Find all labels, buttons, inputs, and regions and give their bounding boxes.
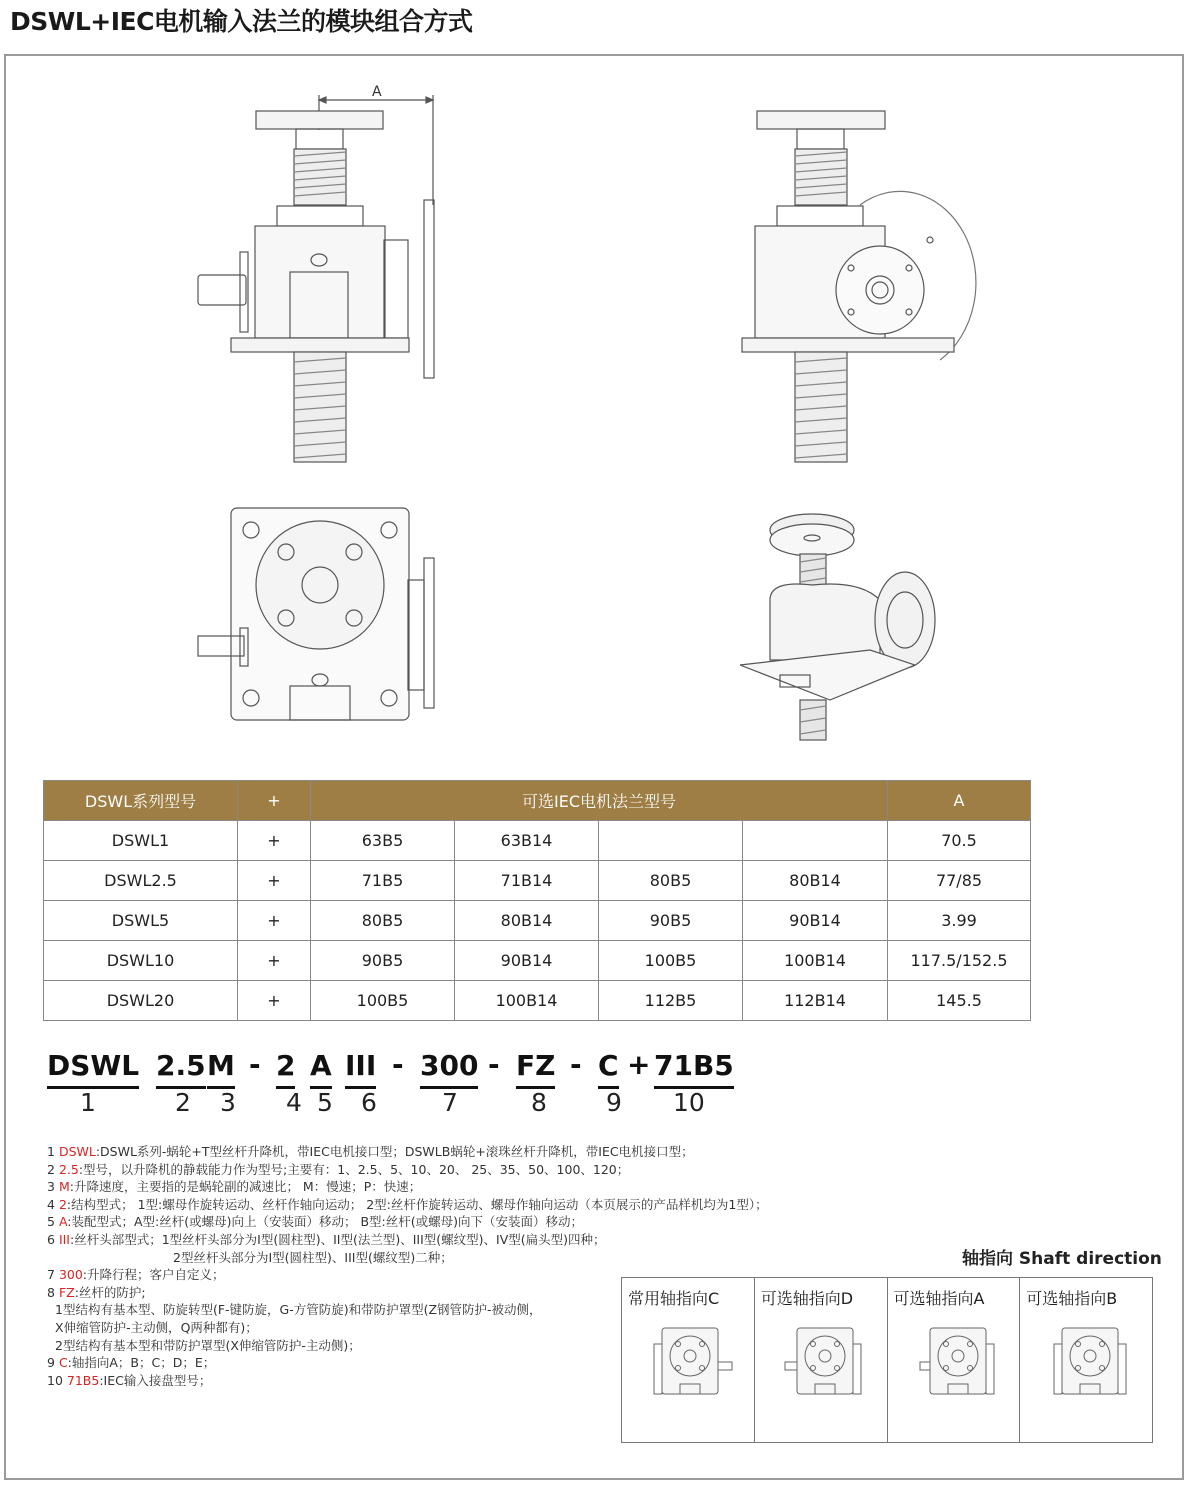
code-number: 9 bbox=[606, 1088, 622, 1117]
cell-flange: 90B14 bbox=[455, 941, 599, 981]
shaft-option-b bbox=[1020, 1278, 1152, 1442]
front-view-drawing bbox=[198, 84, 434, 462]
shaft-b-icon bbox=[1048, 1322, 1132, 1404]
cell-plus: + bbox=[238, 981, 311, 1021]
cell-a: 70.5 bbox=[888, 821, 1031, 861]
code-part-protection: FZ bbox=[516, 1048, 555, 1089]
cell-flange: 100B5 bbox=[311, 981, 455, 1021]
code-number: 5 bbox=[317, 1088, 333, 1117]
cell-model: DSWL20 bbox=[44, 981, 238, 1021]
note-line: 2型结构有基本型和带防护罩型(X伸缩管防护-主动侧)； bbox=[55, 1337, 361, 1353]
dimension-a-label: A bbox=[372, 84, 382, 100]
shaft-option-label: 可选轴指向D bbox=[760, 1289, 854, 1308]
code-number: 8 bbox=[531, 1088, 547, 1117]
cell-flange: 90B5 bbox=[599, 901, 743, 941]
cell-model: DSWL2.5 bbox=[44, 861, 238, 901]
shaft-option-label: 可选轴指向B bbox=[1026, 1289, 1118, 1308]
code-number: 1 bbox=[80, 1088, 96, 1117]
code-number: 10 bbox=[673, 1088, 705, 1117]
cell-flange: 63B14 bbox=[455, 821, 599, 861]
code-part-assembly: A bbox=[310, 1048, 332, 1089]
note-line: 6 III:丝杆头部型式；1型丝杆头部分为I型(圆柱型)、II型(法兰型)、III型(螺纹型)、IV型(扁头型)四种； bbox=[47, 1231, 606, 1247]
header-plus: + bbox=[238, 781, 311, 821]
header-model: DSWL系列型号 bbox=[44, 781, 238, 821]
cell-plus: + bbox=[238, 821, 311, 861]
code-part-shaft: C bbox=[598, 1048, 619, 1089]
note-line: 1 DSWL:DSWL系列-蜗轮+T型丝杆升降机，带IEC电机接口型；DSWLB蜗轮+滚珠丝杆升降机，带IEC电机接口型； bbox=[47, 1144, 694, 1159]
table-row bbox=[44, 981, 1031, 1021]
code-number: 7 bbox=[442, 1088, 458, 1117]
note-line: 1型结构有基本型、防旋转型(F-键防旋，G-方管防旋)和带防护罩型(Z钢管防护-被动侧， bbox=[55, 1302, 542, 1318]
cell-a: 77/85 bbox=[888, 861, 1031, 901]
code-separator: - bbox=[392, 1048, 404, 1081]
cell-a: 117.5/152.5 bbox=[888, 941, 1031, 981]
shaft-direction-grid bbox=[621, 1277, 1153, 1443]
cell-flange: 80B5 bbox=[311, 901, 455, 941]
shaft-d-icon bbox=[783, 1322, 867, 1404]
code-part-structure: 2 bbox=[276, 1048, 295, 1089]
isometric-drawing bbox=[740, 514, 935, 740]
cell-flange: 71B14 bbox=[455, 861, 599, 901]
cell-flange: 90B5 bbox=[311, 941, 455, 981]
note-line: 9 C:轴指向A；B；C；D；E； bbox=[47, 1355, 216, 1371]
shaft-a-icon bbox=[916, 1322, 1000, 1404]
code-part-head: III bbox=[345, 1048, 376, 1089]
note-line: 4 2:结构型式； 1型:螺母作旋转运动、丝杆作轴向运动； 2型:丝杆作旋转运动、螺母作轴向运动（本页展示的产品样机均为1型）； bbox=[47, 1196, 768, 1212]
note-line: 2型丝杆头部分为I型(圆柱型)、III型(螺纹型)二种； bbox=[173, 1249, 453, 1265]
cell-model: DSWL5 bbox=[44, 901, 238, 941]
header-a: A bbox=[888, 781, 1031, 821]
cell-flange: 63B5 bbox=[311, 821, 455, 861]
cell-flange: 100B14 bbox=[743, 941, 888, 981]
shaft-option-d bbox=[755, 1278, 888, 1442]
code-separator: - bbox=[570, 1048, 582, 1081]
note-line: 2 2.5:型号，以升降机的静载能力作为型号;主要有：1、2.5、5、10、20、 25、35、50、100、120； bbox=[47, 1161, 630, 1177]
cell-flange: 100B5 bbox=[599, 941, 743, 981]
shaft-option-label: 常用轴指向C bbox=[628, 1289, 720, 1308]
cell-flange: 112B5 bbox=[599, 981, 743, 1021]
table-row bbox=[44, 901, 1031, 941]
note-line: 8 FZ:丝杆的防护; bbox=[47, 1284, 146, 1300]
code-separator: - bbox=[488, 1048, 500, 1081]
shaft-direction-title: 轴指向 Shaft direction bbox=[962, 1249, 1162, 1269]
cell-flange: 71B5 bbox=[311, 861, 455, 901]
note-line: 10 71B5:IEC输入接盘型号； bbox=[47, 1372, 212, 1388]
code-number: 6 bbox=[361, 1088, 377, 1117]
shaft-option-c bbox=[622, 1278, 755, 1442]
table-row bbox=[44, 941, 1031, 981]
code-part-capacity: 2.5 bbox=[156, 1048, 206, 1089]
cell-flange: 80B5 bbox=[599, 861, 743, 901]
code-number: 2 bbox=[175, 1088, 191, 1117]
table-header-row bbox=[44, 781, 1031, 821]
cell-flange: 90B14 bbox=[743, 901, 888, 941]
code-part-stroke: 300 bbox=[420, 1048, 478, 1089]
shaft-c-icon bbox=[650, 1322, 734, 1404]
note-line: X伸缩管防护-主动侧，Q两种都有)； bbox=[55, 1319, 258, 1335]
code-number: 3 bbox=[220, 1088, 236, 1117]
code-separator: - bbox=[249, 1048, 261, 1081]
cell-plus: + bbox=[238, 901, 311, 941]
cell-flange: 80B14 bbox=[743, 861, 888, 901]
note-line: 3 M:升降速度，主要指的是蜗轮副的减速比； M：慢速；P：快速； bbox=[47, 1179, 422, 1195]
cell-flange: 100B14 bbox=[455, 981, 599, 1021]
table-row bbox=[44, 821, 1031, 861]
flange-spec-table bbox=[43, 780, 1031, 1021]
note-line: 7 300:升降行程；客户自定义； bbox=[47, 1267, 225, 1283]
cell-flange: 80B14 bbox=[455, 901, 599, 941]
header-flanges: 可选IEC电机法兰型号 bbox=[311, 781, 888, 821]
shaft-option-label: 可选轴指向A bbox=[893, 1289, 985, 1308]
cell-model: DSWL1 bbox=[44, 821, 238, 861]
note-line: 5 A:装配型式；A型:丝杆(或螺母)向上（安装面）移动； B型:丝杆(或螺母)向下（安装面）移动； bbox=[47, 1214, 584, 1230]
cell-plus: + bbox=[238, 941, 311, 981]
shaft-option-a bbox=[888, 1278, 1021, 1442]
cell-model: DSWL10 bbox=[44, 941, 238, 981]
side-view-drawing bbox=[742, 111, 976, 462]
code-part-speed: M bbox=[207, 1048, 235, 1089]
code-number: 4 bbox=[286, 1088, 302, 1117]
top-view-drawing bbox=[198, 508, 434, 720]
cell-plus: + bbox=[238, 861, 311, 901]
page-title: DSWL+IEC电机输入法兰的模块组合方式 bbox=[10, 7, 473, 36]
cell-flange bbox=[599, 821, 743, 861]
cell-a: 145.5 bbox=[888, 981, 1031, 1021]
cell-flange: 112B14 bbox=[743, 981, 888, 1021]
table-row bbox=[44, 861, 1031, 901]
code-plus: + bbox=[627, 1048, 651, 1081]
cell-flange bbox=[743, 821, 888, 861]
cell-a: 3.99 bbox=[888, 901, 1031, 941]
code-part-series: DSWL bbox=[47, 1048, 139, 1089]
code-part-flange: 71B5 bbox=[654, 1048, 734, 1089]
